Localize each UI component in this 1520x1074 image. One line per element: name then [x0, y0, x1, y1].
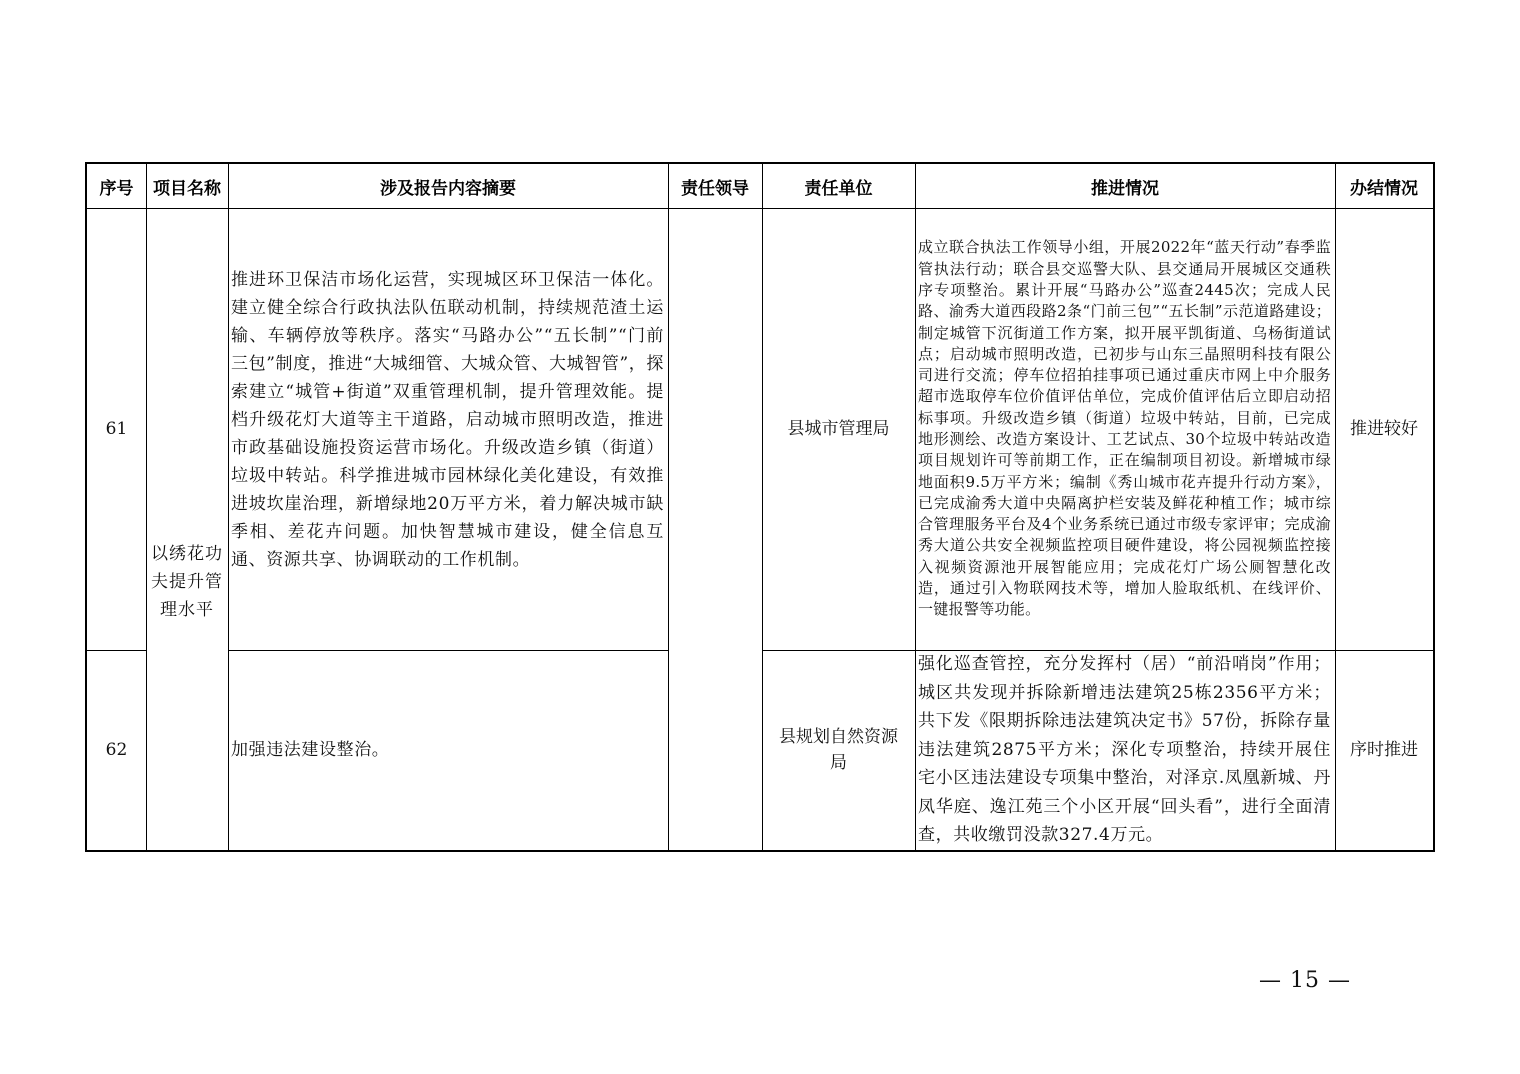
header-progress: 推进情况 — [1091, 178, 1159, 199]
header-summary: 涉及报告内容摘要 — [380, 178, 516, 199]
header-leader: 责任领导 — [681, 178, 749, 199]
row-62-summary: 加强违法建设整治。 — [231, 740, 390, 760]
row-62-no: 62 — [105, 740, 128, 760]
leader-cell — [668, 208, 762, 850]
row-61-status: 推进较好 — [1350, 419, 1418, 439]
report-table — [85, 162, 1435, 852]
row-61-progress: 成立联合执法工作领导小组，开展2022年“蓝天行动”春季监管执法行动；联合县交巡警大队、县交通局开展城区交通秩序专项整治。累计开展“马路办公”巡查2445次；完成人民路、渝秀大道西段路2条“门前三包”“五长制”示范道路建设；制定城管下沉街道工作方案，拟开展平凯街道、乌杨街道试点；启动城市照明改造，已初步与山东三晶照明科技有限公司进行交流；停车位招拍挂事项已通过重庆市网上中介服务超市选取停车位价值评估单位，完成价值评估后立即启动招标事项。升级改造乡镇（街道）垃圾中转站，目前，已完成地形测绘、改造方案设计、工艺试点、30个垃圾中转站改造项目规划许可等前期工作，正在编制项目初设。新增城市绿地面积9.5万平方米；编制《秀山城市花卉提升行动方案》，已完成渝秀大道中央隔离护栏安装及鲜花种植工作；城市综合管理服务平台及4个业务系统已通过市级专家评审；完成渝秀大道公共安全视频监控项目硬件建设，将公园视频监控接入视频资源池开展智能应用；完成花灯广场公厕智慧化改造，通过引入物联网技术等，增加人脸取纸机、在线评价、一键报警等功能。 — [918, 238, 1331, 619]
header-project: 项目名称 — [153, 178, 221, 199]
page-number: — 15 — — [1259, 968, 1351, 993]
row-62-progress: 强化巡查管控，充分发挥村（居）“前沿哨岗”作用；城区共发现并拆除新增违法建筑25栋2356平方米；共下发《限期拆除违法建筑决定书》57份，拆除存量违法建筑2875平方米；深化专项整治，持续开展住宅小区违法建设专项集中整治，对泽京.凤凰新城、丹凤华庭、逸江苑三个小区开展“回头看”，进行全面清查，共收缴罚没款327.4万元。 — [918, 654, 1331, 846]
row-61-summary: 推进环卫保洁市场化运营，实现城区环卫保洁一体化。建立健全综合行政执法队伍联动机制，持续规范渣土运输、车辆停放等秩序。落实“马路办公”“五长制”“门前三包”制度，推进“大城细管、大城众管、大城智管”，探索建立“城管+街道”双重管理机制，提升管理效能。提档升级花灯大道等主干道路，启动城市照明改造，推进市政基础设施投资运营市场化。升级改造乡镇（街道）垃圾中转站。科学推进城市园林绿化美化建设，有效推进坡坎崖治理，新增绿地20万平方米，着力解决城市缺季相、差花卉问题。加快智慧城市建设，健全信息互通、资源共享、协调联动的工作机制。 — [231, 270, 664, 570]
header-no: 序号 — [99, 178, 134, 199]
row-62-unit: 县规划自然资源局 — [779, 727, 898, 773]
row-61-unit: 县城市管理局 — [787, 419, 890, 439]
row-61-no: 61 — [105, 419, 128, 439]
row-62-status: 序时推进 — [1350, 740, 1418, 760]
header-unit: 责任单位 — [804, 178, 873, 199]
project-name: 以绣花功夫提升管理水平 — [151, 544, 223, 620]
header-status: 办结情况 — [1350, 178, 1418, 199]
col-divider — [146, 164, 147, 850]
